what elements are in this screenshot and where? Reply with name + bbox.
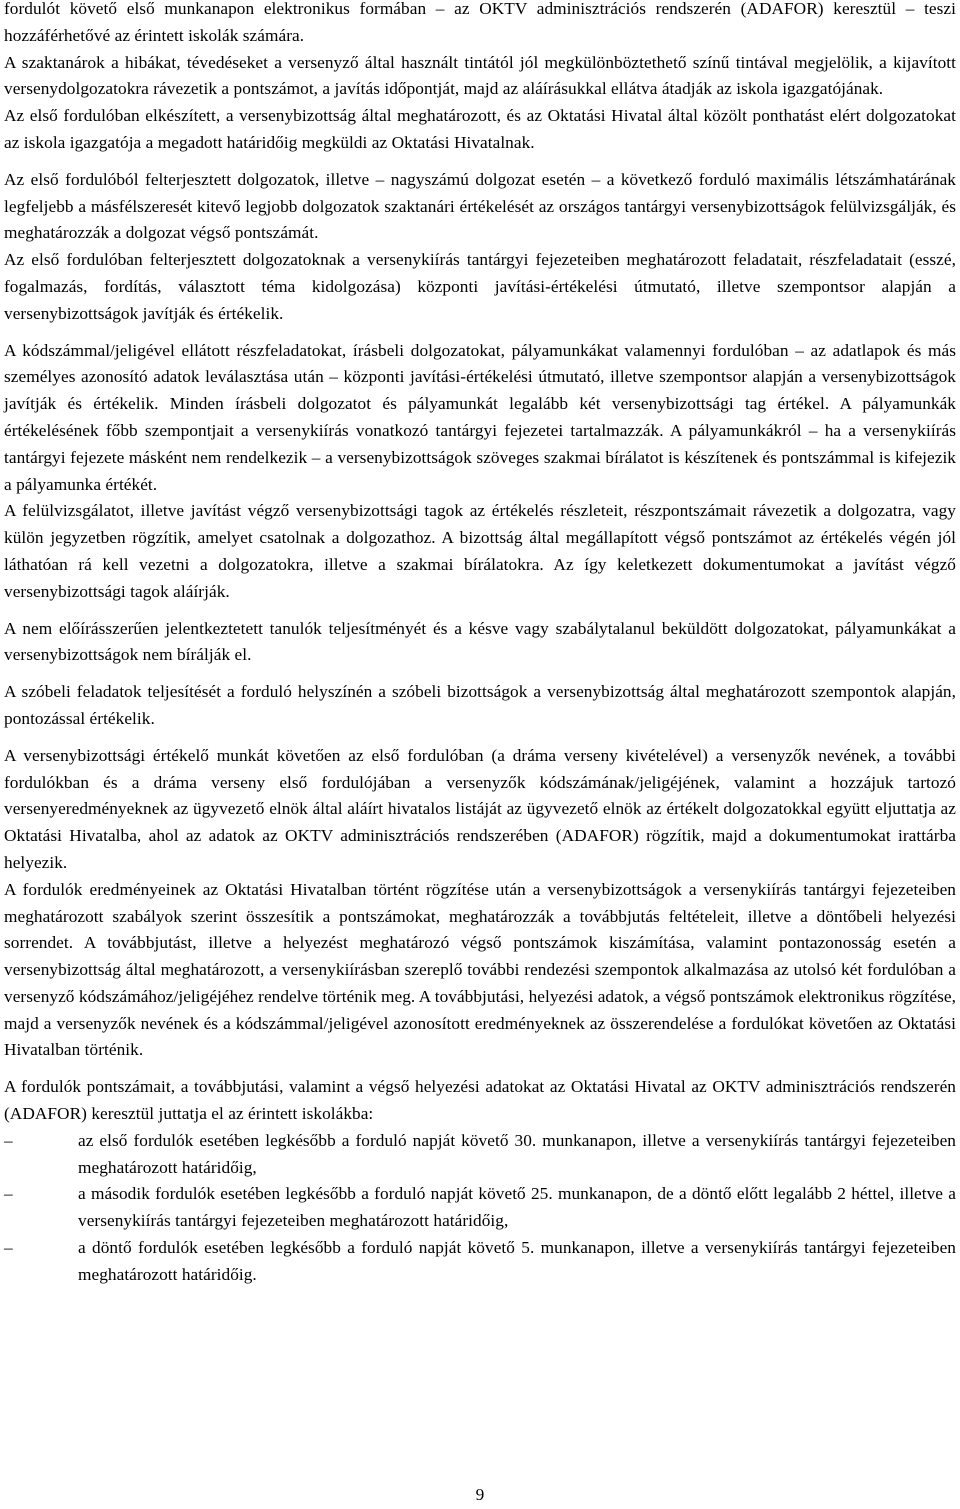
paragraph-irregular-entries: A nem előírásszerűen jelentkeztetett tanulók teljesítményét és a késve vagy szabálytalanul beküldött dolgozatokat, pályamunkákat a versenybizottságok nem bírálják el. (4, 618, 956, 665)
list-item (4, 1235, 956, 1289)
paragraph-review: Az első fordulóból felterjesztett dolgozatok, illetve – nagyszámú dolgozat esetén – a következő forduló maximális létszámhatárának legfeljebb a másfélszeresét kitevő legjobb dolgozatok szaktanári értékelését az országos tantárgyi versenybizottságok felülvizsgálják, és meghatározzák a dolgozat végső pontszámát. (4, 169, 956, 243)
paragraph-result-delivery: A fordulók pontszámait, a továbbjutási, valamint a végső helyezési adatokat az Oktatási Hivatal az OKTV adminisztrációs rendszerén (ADAFOR) keresztül juttatja el az érintett iskolákba: (4, 1077, 956, 1124)
deadline-list (4, 1128, 956, 1289)
dash-marker: – (4, 1184, 13, 1204)
paragraph-marking: A szaktanárok a hibákat, tévedéseket a versenyző által használt tintától jól megkülönböztethető színű tintával megjelölik, a kijavított versenydolgozatokra rávezetik a pontszámot, a javítás időpontját, majd az aláírásukkal ellátva átadják az iskola igazgatójának. (4, 52, 956, 99)
page-number: 9 (475, 1485, 485, 1504)
list-item (4, 1128, 956, 1182)
paragraph-oral-tasks: A szóbeli feladatok teljesítését a forduló helyszínén a szóbeli bizottságok a versenybizottság által meghatározott szempontok alapján, pontozással értékelik. (4, 682, 956, 728)
paragraph-evaluation-guide: Az első fordulóban felterjesztett dolgozatoknak a versenykiírás tantárgyi fejezeteiben meghatározott feladatait, részfeladatait (esszé, fogalmazás, fordítás, választott téma kidolgozása) központi javítási-értékelési útmutató, illetve szempontsor alapján a versenybizottságok javítják és értékelik. (4, 250, 956, 323)
list-item-text: a második fordulók esetében legkésőbb a forduló napját követő 25. munkanapon, de a döntő előtt legalább 2 héttel, illetve a versenykiírás tantárgyi fejezeteiben meghatározott határidőig, (78, 1184, 956, 1231)
paragraph-continuation: fordulót követő első munkanapon elektronikus formában – az OKTV adminisztrációs rendszerén (ADAFOR) keresztül – teszi hozzáférhetővé az érintett iskolák számára. (4, 0, 956, 45)
paragraph-result-list: A versenybizottsági értékelő munkát követően az első fordulóban (a dráma verseny kivételével) a versenyzők nevének, a további fordulókban és a dráma verseny első fordulójában a versenyzők kódszámának/jeligéjének, valamint a hozzájuk tartozó versenyeredményeknek az ügyvezető elnök által aláírt hivatalos listáját az ügyvezető elnök az értékelt dolgozatokkal együtt eljuttatja az Oktatási Hivatalba, ahol az adatok az OKTV adminisztrációs rendszerében (ADAFOR) rögzítik, majd a dokumentumokat irattárba helyezik. (4, 745, 956, 872)
list-item-text: az első fordulók esetében legkésőbb a forduló napját követő 30. munkanapon, illetve a versenykiírás tantárgyi fejezeteiben meghatározott határidőig, (78, 1130, 956, 1177)
paragraph-threshold: Az első fordulóban elkészített, a versenybizottság által meghatározott, és az Oktatási Hivatal által közölt ponthatást elért dolgozatokat az iskola igazgatója a megadott határidőig megküldi az Oktatási Hivatalnak. (4, 106, 956, 152)
list-item-text: a döntő fordulók esetében legkésőbb a forduló napját követő 5. munkanapon, illetve a versenykiírás tantárgyi fejezeteiben meghatározott határidőig. (78, 1238, 956, 1284)
paragraph-code-numbers: A kódszámmal/jeligével ellátott részfeladatokat, írásbeli dolgozatokat, pályamunkákat valamennyi fordulóban – az adatlapok és más személyes azonosító adatok leválasztása után – központi javítási-értékelési útmutató, illetve szempontsor alapján a versenybizottságok javítják és értékelik. Minden írásbeli dolgozatot és pályamunkát legalább két versenybizottsági tag értékel. A pályamunkák értékelésének főbb szempontjait a versenykiírás vonatkozó tantárgyi fejezetei tartalmazzák. A pályamunkákról – ha a versenykiírás tantárgyi fejezete másként nem rendelkezik – a versenybizottságok szöveges szakmai bírálatot is készítenek és pontszámmal is kifejezik a pályamunka értékét. (4, 340, 956, 494)
dash-marker: – (4, 1130, 13, 1150)
paragraph-result-processing: A fordulók eredményeinek az Oktatási Hivatalban történt rögzítése után a versenybizottságok a versenykiírás tantárgyi fejezeteiben meghatározott szabályok szerint összesítik a pontszámokat, meghatározzák a továbbjutás feltételeit, illetve a döntőbeli helyezési sorrendet. A továbbjutást, illetve a helyezést meghatározó végső pontszámok kiszámítása, valamint pontazonosság esetén a versenybizottság által meghatározott, a versenykiírásban szereplő további rendezési szempontok alkalmazása az utolsó két fordulóban a versenyző kódszámához/jeligéjéhez rendelve történik meg. A továbbjutási, helyezési adatok, a végső pontszámok elektronikus rögzítése, majd a versenyzők nevének és a kódszámmal/jeligével azonosított eredményeknek az összerendelése a fordulókat követően az Oktatási Hivatalban történik. (4, 879, 956, 1060)
paragraph-revision-notes: A felülvizsgálatot, illetve javítást végző versenybizottsági tagok az értékelés részleteit, részpontszámait rávezetik a dolgozatra, vagy külön jegyzetben rögzítik, amelyet csatolnak a dolgozathoz. A bizottság által megállapított végső pontszámot az értékelés végén jól láthatóan rá kell vezetni a dolgozatokra, illetve a szakmai bírálatokra. Az így keletkezett dokumentumokat a javítást végző versenybizottsági tagok aláírják. (4, 501, 956, 601)
list-item (4, 1181, 956, 1235)
dash-marker: – (4, 1238, 13, 1258)
document-page (4, 0, 956, 1289)
